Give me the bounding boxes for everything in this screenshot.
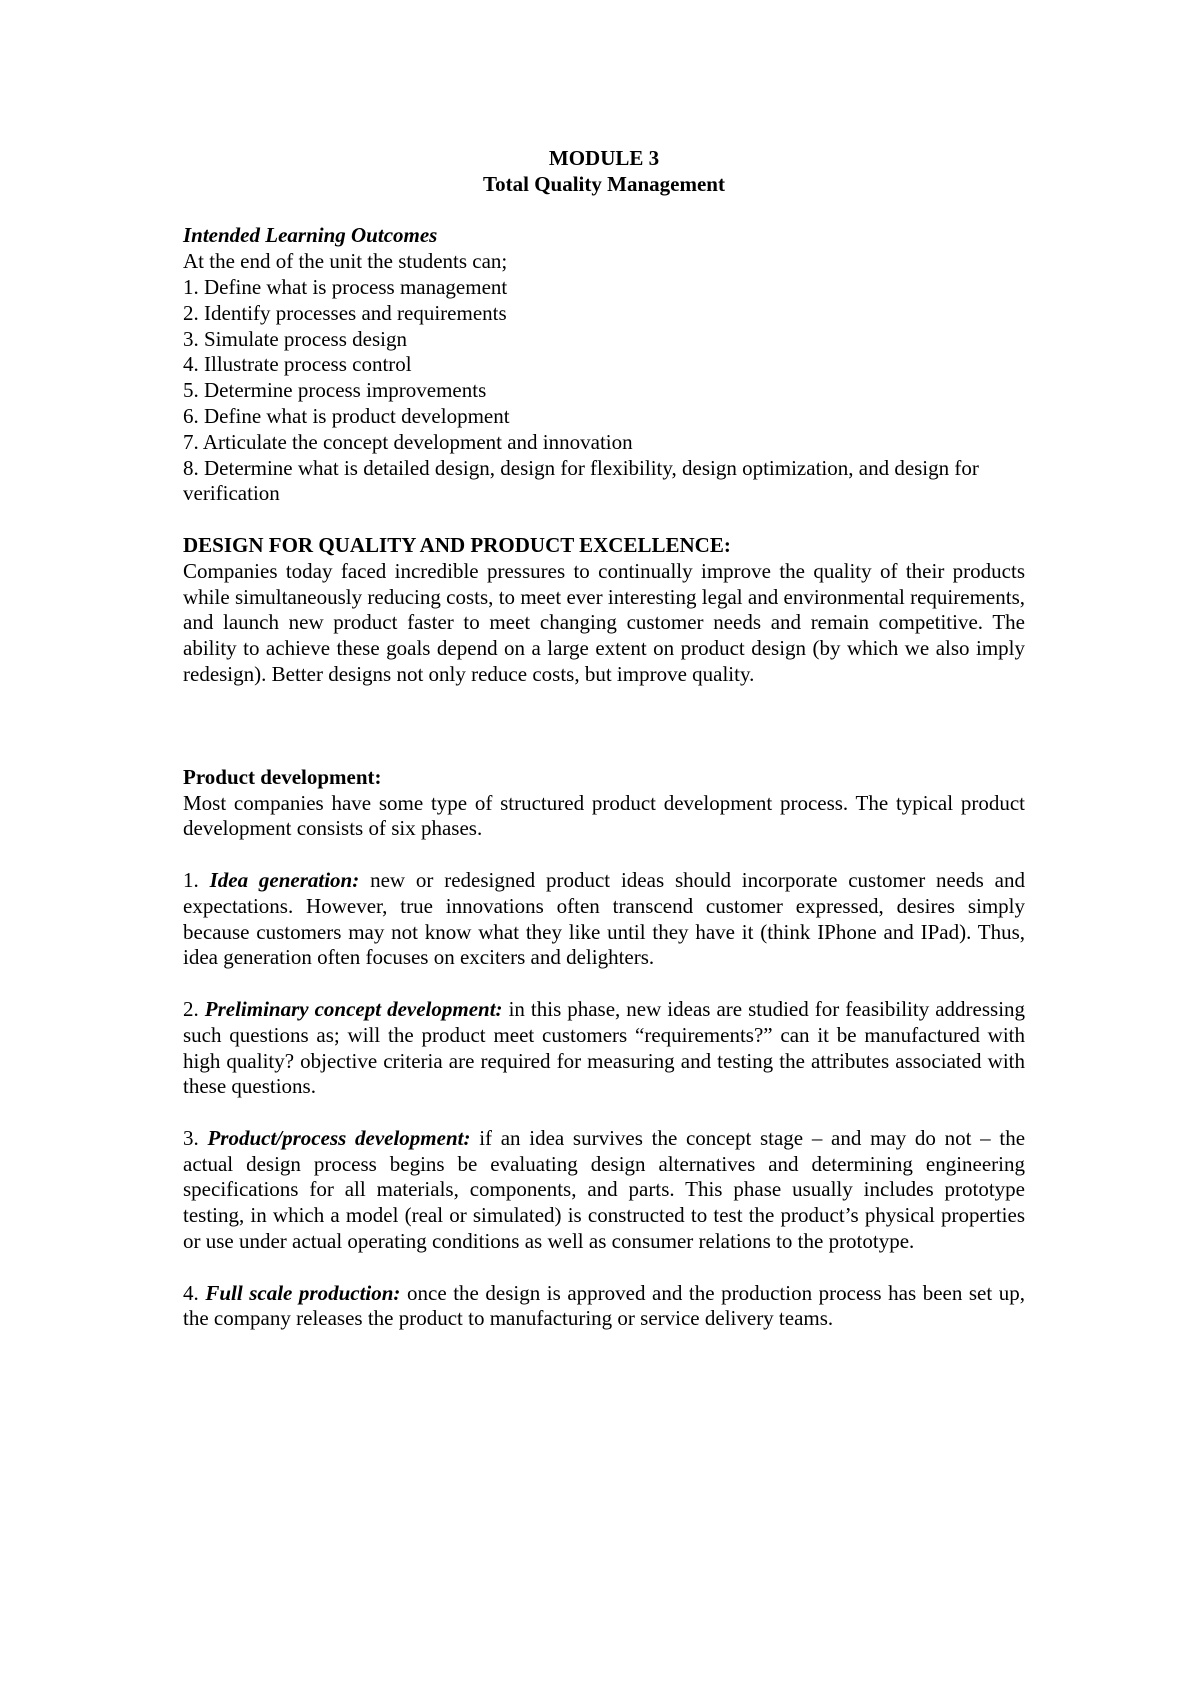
- learning-outcome-item: 6. Define what is product development: [183, 403, 510, 428]
- phase-text: if an idea survives the concept stage – and may do not – the actual design process begins be evaluating design alternatives and determining engineering specifications for all materials, components, and parts. This phase usually includes prototype testing, in which a model (real or simulated) is constructed to test the product’s physical properties or use under actual operating conditions as well as consumer relations to the prototype.: [183, 1125, 1026, 1254]
- design-section-body: Companies today faced incredible pressures to continually improve the quality of their products while simultaneously reducing costs, to meet ever interesting legal and environmental requirements, and launch new product faster to meet changing customer needs and remain competitive. The ability to achieve these goals depend on a large extent on product design (by which we also imply redesign). Better designs not only reduce costs, but improve quality.: [183, 558, 1025, 686]
- document-page: [183, 146, 1025, 1332]
- spacer: [183, 198, 1025, 224]
- phase-text: in this phase, new ideas are studied for feasibility addressing such questions as; will the product meet customers “requirements?” can it be manufactured with high quality? objective criteria are required for measuring and testing the attributes associated with these questions.: [183, 996, 1026, 1099]
- learning-outcome-item: 1. Define what is process management: [183, 274, 508, 299]
- learning-outcome-item: 3. Simulate process design: [183, 326, 407, 351]
- product-development-intro: Most companies have some type of structured product development process. The typical product development consists of six phases.: [183, 790, 1025, 841]
- spacer: [183, 842, 1025, 868]
- learning-outcome-item: 8. Determine what is detailed design, design for flexibility, design optimization, and design for verification: [183, 455, 979, 506]
- module-title: MODULE 3: [548, 146, 660, 170]
- phase-term: Idea generation:: [209, 867, 360, 892]
- spacer: [183, 1255, 1025, 1281]
- phase-number: 1.: [183, 867, 199, 892]
- learning-outcome-item: 5. Determine process improvements: [183, 378, 487, 403]
- phase-term: Preliminary concept development:: [204, 996, 503, 1021]
- product-development-heading: Product development:: [183, 764, 382, 789]
- phase-term: Product/process development:: [207, 1125, 471, 1150]
- phase-term: Full scale production:: [205, 1280, 401, 1305]
- spacer: [183, 1100, 1025, 1126]
- phase-paragraph: [183, 868, 1025, 971]
- phase-number: 3.: [183, 1125, 199, 1150]
- learning-outcomes-heading: Intended Learning Outcomes: [183, 223, 438, 248]
- phase-text: new or redesigned product ideas should incorporate customer needs and expectations. However, true innovations often transcend customer expressed, desires simply because customers may not know what they like until they have it (think IPhone and IPad). Thus, idea generation often focuses on exciters and delighters.: [183, 867, 1025, 970]
- phase-number: 4.: [183, 1280, 199, 1305]
- phase-paragraph: [183, 1126, 1025, 1255]
- learning-outcomes-intro: At the end of the unit the students can;: [183, 249, 508, 274]
- phase-paragraph: [183, 997, 1025, 1100]
- design-section-heading: DESIGN FOR QUALITY AND PRODUCT EXCELLENCE:: [183, 532, 731, 557]
- spacer: [183, 971, 1025, 997]
- phase-number: 2.: [183, 996, 199, 1021]
- phase-text: once the design is approved and the production process has been set up, the company releases the product to manufacturing or service delivery teams.: [183, 1280, 1026, 1331]
- learning-outcome-item: 7. Articulate the concept development and innovation: [183, 429, 633, 454]
- learning-outcome-item: 4. Illustrate process control: [183, 352, 412, 377]
- spacer: [183, 507, 1025, 533]
- spacer: [183, 688, 1025, 765]
- learning-outcome-item: 2. Identify processes and requirements: [183, 300, 507, 325]
- phase-paragraph: [183, 1281, 1025, 1333]
- subject-title: Total Quality Management: [483, 171, 725, 196]
